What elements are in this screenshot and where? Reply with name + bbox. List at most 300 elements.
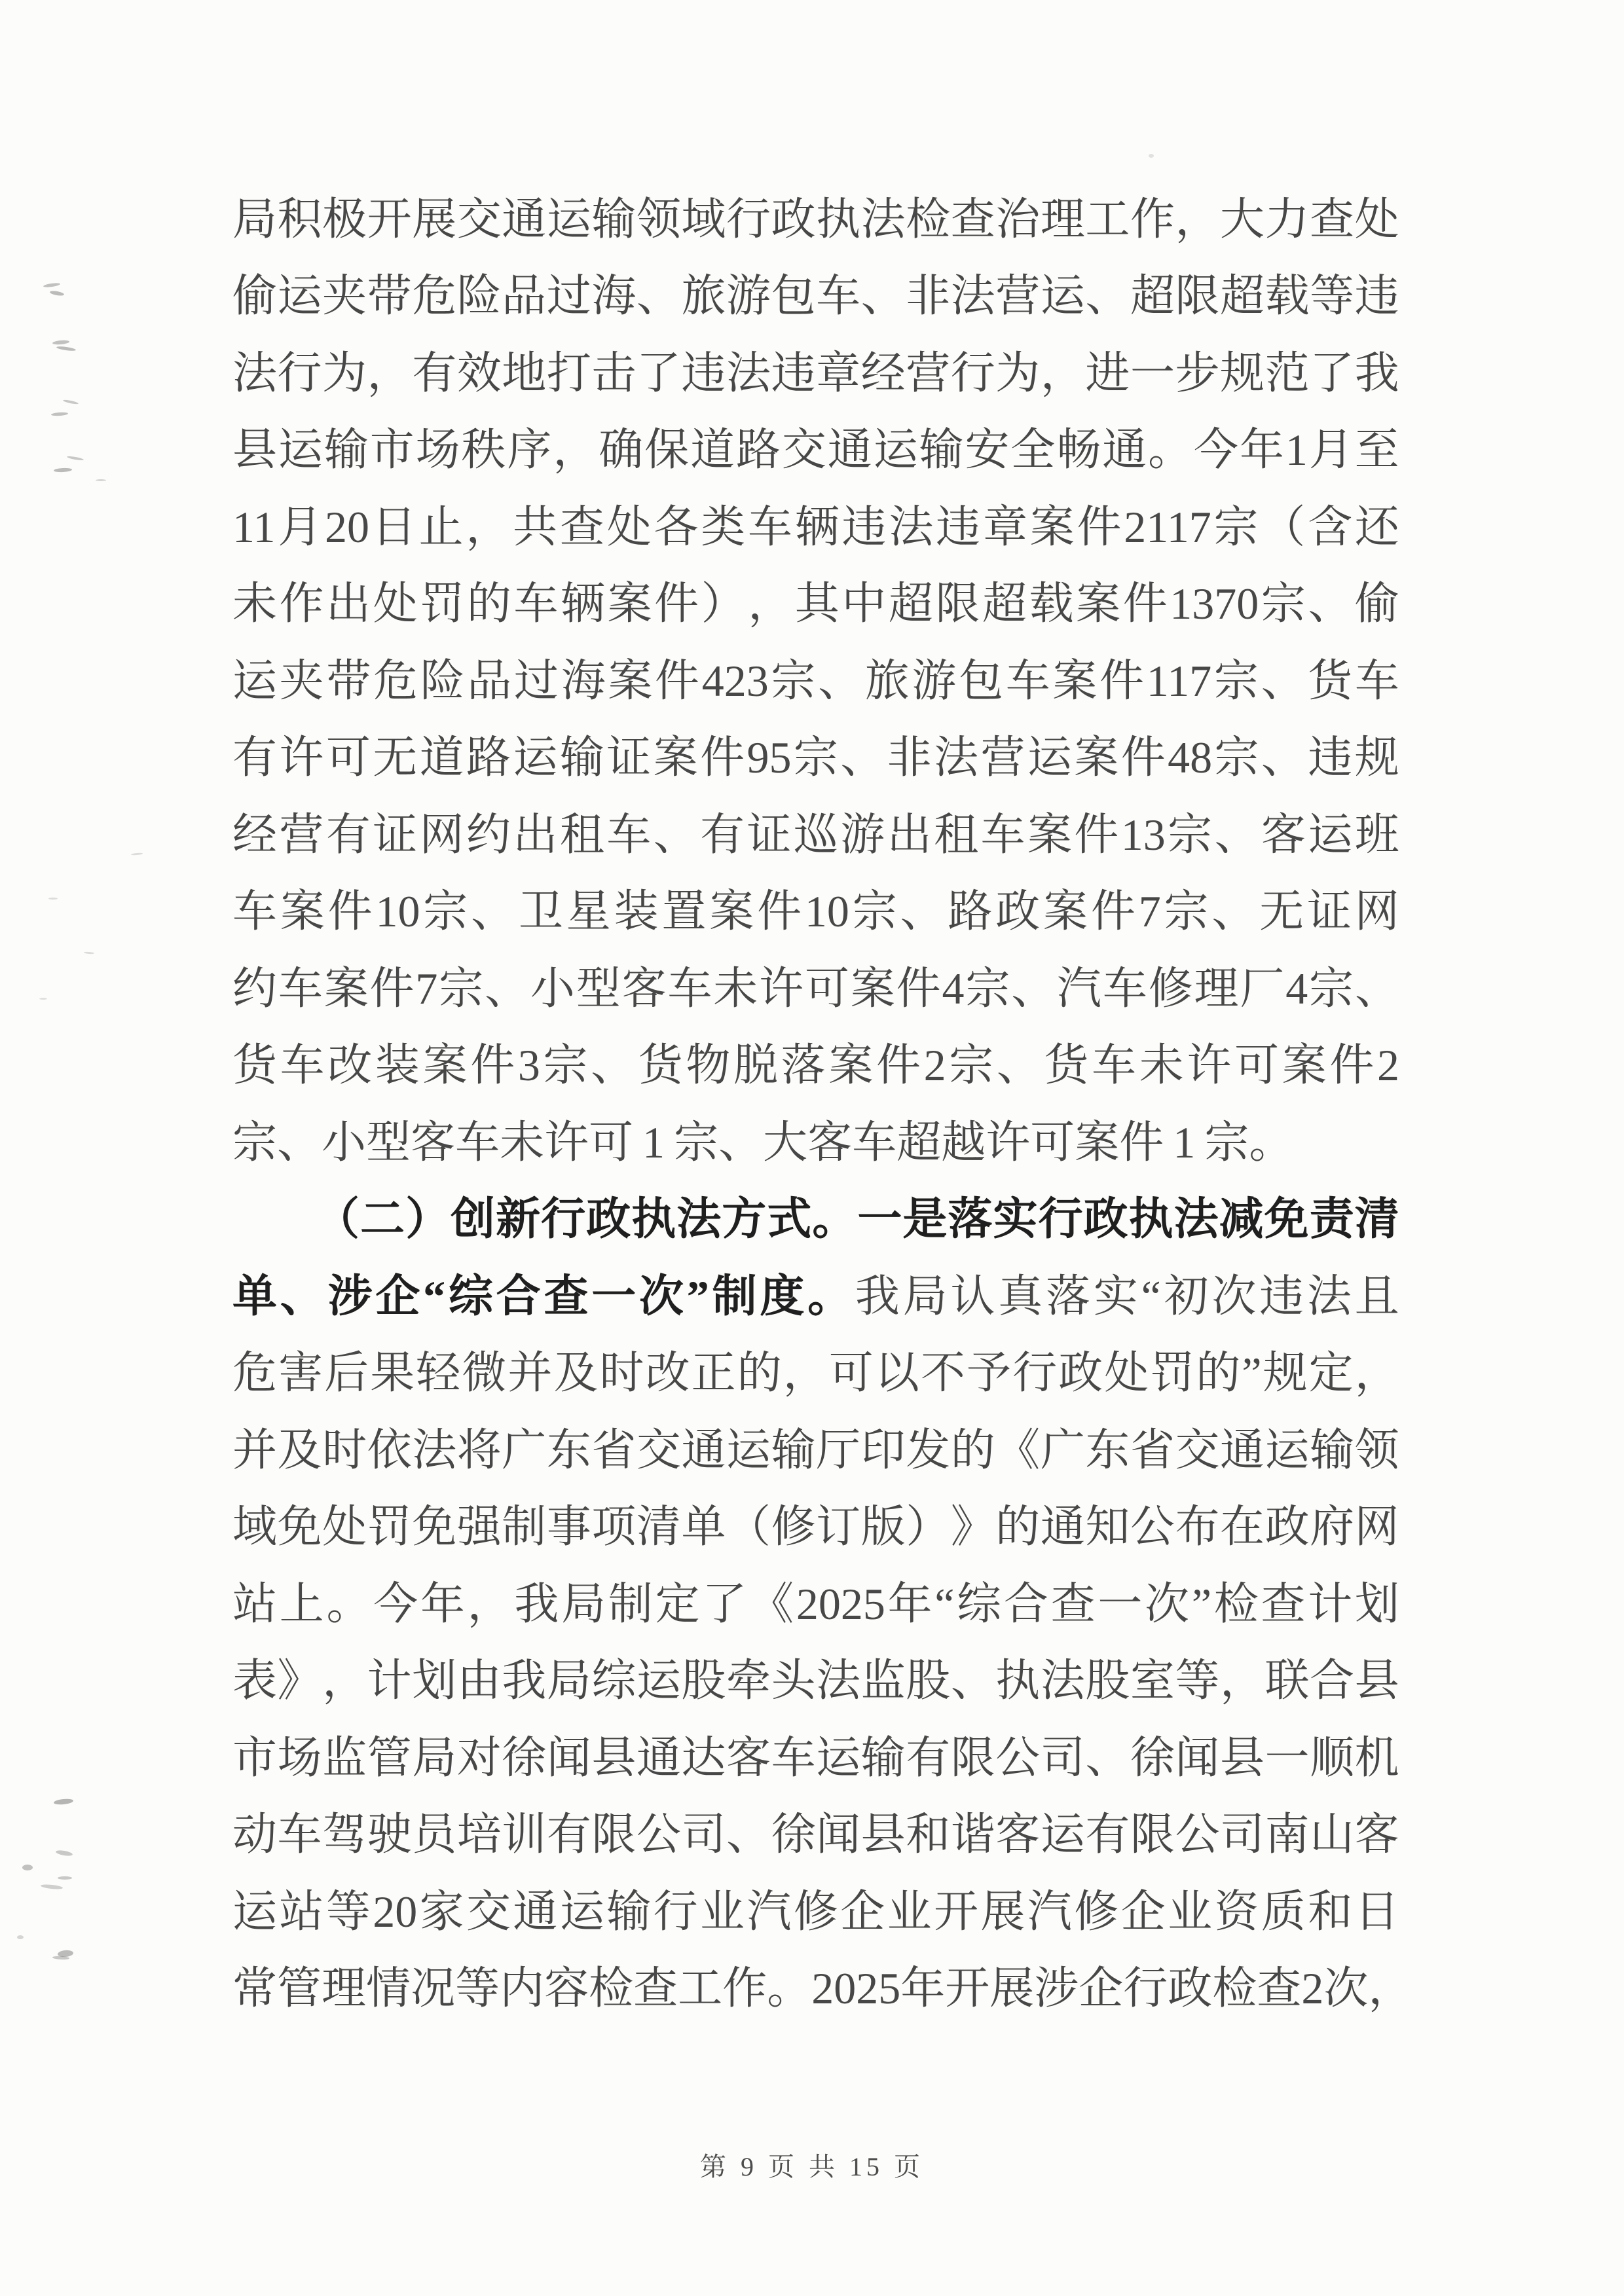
text-char: 站 (232, 1578, 278, 1629)
text-char: 2025 (796, 1578, 885, 1629)
text-char: 过 (546, 271, 591, 321)
text-char: 车 (852, 1117, 897, 1167)
text-char: 2 (1376, 1040, 1399, 1091)
text-char: 力 (1264, 194, 1310, 244)
text-char: 1 (1173, 1117, 1196, 1167)
text-char: 今 (1194, 425, 1239, 475)
text-char: 月 (278, 501, 323, 552)
text-char: 品 (502, 271, 547, 321)
text-line (232, 566, 1399, 643)
text-char: 包 (771, 271, 816, 321)
text-char: 上 (279, 1578, 324, 1629)
text-char: 一 (1130, 348, 1175, 398)
text-char: 范 (1264, 348, 1310, 398)
text-char: 实 (993, 1194, 1038, 1245)
text-char: 危 (232, 1348, 278, 1398)
text-char: 》 (277, 1656, 322, 1706)
text-char: 开 (367, 194, 412, 244)
text-char: 予 (967, 1348, 1012, 1398)
text-char: 限 (935, 579, 980, 629)
text-char: 及 (277, 1425, 322, 1475)
text-char: 交 (636, 1425, 681, 1475)
text-char: “ (1141, 1271, 1161, 1321)
text-char: 以 (874, 1348, 919, 1398)
text-char: 交 (781, 425, 826, 475)
text-char: 罚 (420, 579, 465, 629)
text-line (232, 1719, 1399, 1796)
text-char: 修 (1148, 963, 1193, 1013)
text-char: 管 (277, 1963, 322, 2014)
text-char: 案 (1075, 1117, 1120, 1167)
text-char: 一 (1098, 1578, 1143, 1629)
text-char: 山 (1310, 1810, 1355, 1860)
text-char: 处 (1354, 194, 1399, 244)
scan-artifact (54, 1798, 74, 1805)
text-char: 处 (606, 501, 652, 552)
text-char: 许 (279, 733, 324, 783)
text-char: 日 (1354, 1886, 1399, 1937)
text-char: 宗 (439, 963, 484, 1013)
text-char: 企 (375, 1271, 420, 1321)
text-char: 经 (232, 809, 278, 860)
text-line (232, 642, 1399, 720)
text-char: 厅 (816, 1425, 861, 1475)
text-char: 修 (793, 1886, 838, 1937)
text-char: 了 (1310, 348, 1355, 398)
scan-artifact (63, 399, 79, 405)
text-char: 计 (367, 1656, 412, 1706)
text-char: ， (553, 425, 598, 475)
text-char: （ (315, 1194, 360, 1245)
text-char: 宗 (1213, 501, 1259, 552)
text-char: 检 (1212, 1963, 1257, 2014)
text-char: ” (686, 1271, 709, 1321)
text-char: 限 (1175, 271, 1220, 321)
scan-artifact (50, 290, 65, 297)
text-char: 辆 (560, 579, 605, 629)
text-char: 案 (607, 579, 652, 629)
text-char: 件 (757, 886, 802, 937)
text-char: 害 (278, 1348, 323, 1398)
text-char: 》 (950, 1502, 995, 1552)
text-char: 偷 (1354, 579, 1399, 629)
text-char: 局 (561, 1578, 606, 1629)
text-char: 宗 (543, 1040, 588, 1091)
text-char: 进 (1085, 348, 1130, 398)
text-char: 件 (1120, 733, 1166, 783)
text-char: 规 (1263, 1348, 1308, 1398)
scan-artifact (96, 479, 106, 481)
text-char: 检 (589, 1963, 634, 2014)
text-char: 无 (373, 733, 418, 783)
text-char: 、 (1211, 886, 1257, 937)
text-char: 运 (232, 1886, 278, 1937)
text-line (232, 1643, 1399, 1720)
text-char: 免 (277, 1502, 322, 1552)
text-char: 有 (906, 1732, 951, 1783)
text-char: 效 (456, 348, 502, 398)
text-char: 合 (1310, 1656, 1355, 1706)
text-char: 单 (232, 1271, 278, 1321)
text-char: 件 (654, 579, 699, 629)
text-char: 我 (1354, 348, 1399, 398)
text-char: 型 (366, 1117, 411, 1167)
text-char: 制 (712, 1271, 757, 1321)
text-char: 畅 (1056, 425, 1101, 475)
text-char: 、 (591, 1040, 636, 1091)
text-char: 案 (1074, 733, 1119, 783)
text-char: 头 (771, 1656, 816, 1706)
text-char: 公 (995, 1732, 1041, 1783)
text-char: 版 (860, 1502, 906, 1552)
text-char: 通 (681, 1425, 726, 1475)
text-char: 运 (1040, 271, 1085, 321)
text-char: 行 (277, 348, 322, 398)
text-char: 极 (322, 194, 367, 244)
text-char: 、 (1354, 963, 1399, 1013)
text-char: 营 (995, 271, 1041, 321)
text-char: 年 (420, 1578, 465, 1629)
text-char: “ (423, 1271, 446, 1321)
text-char: 营 (980, 733, 1025, 783)
text-char: 案 (653, 733, 698, 783)
text-char: 道 (419, 733, 464, 783)
text-line (232, 1181, 1399, 1258)
text-char: 宗 (965, 963, 1010, 1013)
text-char: 件 (369, 963, 415, 1013)
text-char: 输 (591, 194, 637, 244)
text-char: 客 (807, 1117, 853, 1167)
text-char: 件 (1090, 886, 1135, 937)
scan-artifact (58, 1876, 72, 1880)
text-char: 品 (467, 655, 512, 706)
text-char: 合 (1003, 1578, 1048, 1629)
text-char: 有 (232, 733, 278, 783)
text-char: 、 (1261, 733, 1306, 783)
text-line (232, 1565, 1399, 1643)
text-char: 案 (828, 1040, 874, 1091)
text-char: 宗 (1214, 733, 1259, 783)
text-char: 认 (950, 1271, 995, 1321)
text-char: 场 (277, 1732, 322, 1783)
scan-artifact (67, 456, 84, 461)
text-char: 客 (411, 1117, 456, 1167)
text-char: 海 (591, 271, 637, 321)
text-char: 车 (232, 886, 278, 937)
text-char: 式 (767, 1194, 812, 1245)
text-char: 域 (681, 194, 726, 244)
text-char: 管 (367, 1732, 412, 1783)
text-char: 险 (420, 655, 465, 706)
text-char: 件 (655, 655, 700, 706)
text-char: 时 (322, 1425, 367, 1475)
text-char: ） (701, 579, 746, 629)
text-char: 423 (701, 655, 769, 706)
text-char: 省 (591, 1425, 637, 1475)
text-char: 网 (419, 809, 464, 860)
text-char: 章 (982, 501, 1027, 552)
text-char: 运 (559, 1886, 604, 1937)
text-char: 车 (980, 809, 1025, 860)
text-char: 输 (919, 425, 964, 475)
text-char: 工 (1085, 194, 1130, 244)
text-char: 、 (840, 733, 885, 783)
text-char: 运 (1308, 809, 1353, 860)
text-char: 脱 (733, 1040, 779, 1091)
text-char: 案 (1043, 886, 1088, 937)
text-char: 轻 (416, 1348, 461, 1398)
text-line (232, 1489, 1399, 1566)
text-char: 2 (1301, 1963, 1324, 2014)
text-char: 训 (502, 1810, 547, 1860)
text-char: 秩 (461, 425, 506, 475)
text-char: 序 (507, 425, 552, 475)
text-char: 谐 (950, 1810, 995, 1860)
text-char: 违 (936, 501, 981, 552)
text-char: 发 (906, 1425, 951, 1475)
text-char: 件 (327, 886, 373, 937)
text-char: 许 (759, 963, 804, 1013)
text-char: 超 (1220, 271, 1265, 321)
text-char: 路 (466, 733, 511, 783)
text-char: 件 (1099, 655, 1145, 706)
text-char: 的 (1196, 1348, 1241, 1398)
text-char: ， (322, 1656, 367, 1706)
text-char: 件 (1329, 1040, 1375, 1091)
text-char: 法 (412, 1425, 457, 1475)
text-char: 车 (1354, 655, 1399, 706)
text-char: 果 (370, 1348, 415, 1398)
page-footer (0, 2146, 1624, 2183)
text-char: 局 (902, 1271, 948, 1321)
text-char: 省 (1130, 1425, 1175, 1475)
text-char: ， (1368, 1963, 1413, 2014)
text-char: 的 (995, 1502, 1041, 1552)
text-char: 法 (726, 348, 771, 398)
text-char: 情 (366, 1963, 411, 2014)
text-char: 年 (887, 1578, 932, 1629)
text-char: 局 (546, 1656, 591, 1706)
text-char: 地 (502, 348, 547, 398)
text-char: 次 (1211, 1271, 1257, 1321)
text-char: 方 (722, 1194, 767, 1245)
text-char: 修 (1074, 1886, 1119, 1937)
text-char: 查 (544, 1271, 589, 1321)
text-char: 了 (636, 348, 681, 398)
scan-artifact (1149, 154, 1154, 158)
text-char: 违 (1354, 271, 1399, 321)
text-char: 件 (1077, 501, 1122, 552)
text-char: 县 (591, 1732, 637, 1783)
text-char: 全 (1010, 425, 1056, 475)
text-char: 许 (544, 1117, 589, 1167)
text-char: 其 (794, 579, 840, 629)
text-char: 车 (606, 809, 652, 860)
scan-artifact (17, 1935, 24, 1939)
scan-artifact (52, 340, 69, 345)
text-char: 且 (1354, 1271, 1399, 1321)
text-char: 车 (277, 1810, 322, 1860)
text-char: 违 (841, 501, 887, 552)
text-char: 宗 (1168, 809, 1213, 860)
text-char: 可 (1030, 1117, 1075, 1167)
text-char: 、 (471, 886, 516, 937)
text-char: 查 (1050, 1578, 1096, 1629)
text-char: 步 (1175, 348, 1220, 398)
text-char: 况 (411, 1963, 456, 2014)
text-line (232, 1873, 1399, 1950)
text-char: 宗 (1164, 886, 1209, 937)
text-char: 常 (232, 1963, 278, 2014)
text-char: 容 (544, 1963, 589, 2014)
text-char: 室 (1130, 1656, 1175, 1706)
text-char: 综 (448, 1271, 493, 1321)
text-char: 。 (807, 1271, 853, 1321)
text-char: 政 (586, 1194, 631, 1245)
text-char: 政 (1058, 1348, 1103, 1398)
text-char: 交 (466, 1886, 511, 1937)
text-char: 查 (559, 501, 604, 552)
text-char: 宗 (232, 1117, 278, 1167)
text-char: 可 (804, 963, 849, 1013)
text-char: 95 (747, 733, 792, 783)
text-char: 年 (900, 1963, 946, 2014)
text-char: 经 (860, 348, 906, 398)
text-char: 今 (373, 1578, 418, 1629)
text-char: 时 (599, 1348, 644, 1398)
text-char: 货 (638, 1040, 683, 1091)
text-char: 不 (920, 1348, 965, 1398)
text-char: 处 (373, 579, 418, 629)
text-char: 查 (950, 194, 995, 244)
text-char: 改 (327, 1040, 373, 1091)
text-char: 南 (1264, 1810, 1310, 1860)
text-char: 客 (995, 1810, 1041, 1860)
text-char: 法 (1306, 1271, 1352, 1321)
text-char: 行 (541, 1194, 586, 1245)
text-char: 政 (995, 886, 1041, 937)
text-char: ） (405, 1194, 451, 1245)
text-char: 质 (1261, 1886, 1306, 1937)
text-char: 通 (502, 194, 547, 244)
page-number: 第 9 页 共 15 页 (700, 2152, 924, 2181)
text-char: 对 (456, 1732, 502, 1783)
text-char: 减 (1219, 1194, 1264, 1245)
text-char: 营 (906, 348, 951, 398)
text-char: 章 (816, 348, 861, 398)
text-char: （ (1261, 501, 1306, 552)
text-line (232, 796, 1399, 873)
text-char: 展 (980, 1886, 1025, 1937)
text-char: 《 (995, 1425, 1041, 1475)
scan-artifact (56, 1850, 73, 1857)
text-line (232, 488, 1399, 566)
text-char: 输 (1310, 1425, 1355, 1475)
text-char: ， (466, 501, 511, 552)
text-char: 游 (726, 271, 771, 321)
text-char: 行 (653, 1886, 698, 1937)
text-char: 宗 (1204, 1117, 1249, 1167)
scan-artifact (54, 467, 72, 472)
text-char: 1370 (1170, 579, 1259, 629)
text-char: 。 (812, 1194, 857, 1245)
text-char: 超 (888, 579, 933, 629)
text-char: 输 (860, 1732, 906, 1783)
text-char: 执 (1128, 1194, 1173, 1245)
text-line (232, 1258, 1399, 1335)
text-char: 各 (654, 501, 699, 552)
text-char: 1 (1285, 425, 1308, 475)
text-char: 县 (1220, 1732, 1265, 1783)
text-char: 合 (496, 1271, 541, 1321)
text-char: 东 (1085, 1425, 1130, 1475)
text-char: 117 (1146, 655, 1212, 706)
text-char: 旅 (681, 271, 726, 321)
text-char: 租 (559, 809, 604, 860)
text-char: 监 (322, 1732, 367, 1783)
text-char: 清 (1354, 1194, 1399, 1245)
scan-artifact (41, 1884, 63, 1890)
text-char: 案 (1052, 655, 1098, 706)
text-char: 车 (1102, 963, 1147, 1013)
text-char: 宗 (423, 886, 468, 937)
text-char: 装 (614, 886, 659, 937)
text-char: 、 (277, 1117, 322, 1167)
text-char: 案 (280, 886, 325, 937)
text-char: 依 (367, 1425, 412, 1475)
text-char: 综 (957, 1578, 1002, 1629)
text-char: 涉 (1034, 1963, 1079, 2014)
text-char: 旅 (864, 655, 910, 706)
text-char: 输 (606, 1886, 652, 1937)
text-char: ， (1175, 194, 1220, 244)
text-char: 夹 (322, 271, 367, 321)
text-char: 和 (1308, 1886, 1353, 1937)
text-char: 、 (636, 271, 681, 321)
text-char: 我 (502, 1656, 547, 1706)
text-char: 运 (232, 655, 278, 706)
text-char: 小 (322, 1117, 367, 1167)
text-char: 闻 (1175, 1732, 1220, 1783)
text-char: 件 (1122, 579, 1168, 629)
text-line (232, 720, 1399, 797)
text-char: 运 (816, 1732, 861, 1783)
text-char: 家 (419, 1886, 464, 1937)
text-char: 落 (948, 1194, 993, 1245)
text-char: 保 (644, 425, 690, 475)
text-char: 法 (934, 733, 979, 783)
text-char: 10 (804, 886, 849, 937)
text-char: 政 (1083, 1194, 1128, 1245)
text-char: 县 (1354, 1656, 1399, 1706)
text-char: 强 (456, 1502, 502, 1552)
text-char: 件 (1074, 809, 1119, 860)
text-char: 车 (278, 963, 323, 1013)
text-char: 班 (1354, 809, 1399, 860)
text-char: 案 (709, 886, 754, 937)
text-char: 交 (456, 194, 502, 244)
text-char: 企 (1079, 1963, 1124, 2014)
text-char: 运 (513, 733, 558, 783)
text-line (232, 873, 1399, 951)
text-char: 至 (1354, 425, 1399, 475)
text-char: 出 (513, 809, 558, 860)
text-char: 证 (747, 809, 792, 860)
text-char: 了 (702, 1578, 747, 1629)
text-char: 超 (982, 579, 1027, 629)
text-char: 业 (700, 1886, 745, 1937)
text-char: ） (906, 1502, 951, 1552)
